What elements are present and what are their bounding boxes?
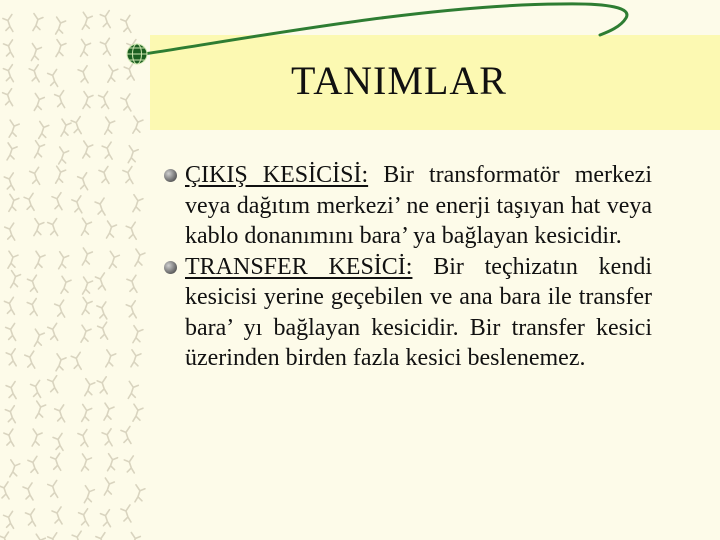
globe-icon (127, 44, 147, 64)
bullet-sphere-icon (164, 169, 177, 182)
definition-list (185, 160, 652, 374)
slide-title: TANIMLAR (291, 58, 507, 103)
bullet-sphere-icon (164, 261, 177, 274)
term-label: TRANSFER KESİCİ: (185, 253, 413, 280)
term-label: ÇIKIŞ KESİCİSİ: (185, 162, 369, 188)
definition-text: Bir transformatör merkezi veya dağıtım merkezi’ ne enerji taşıyan hat veya kablo donanımını bara’ ya bağlayan kesicidir. (185, 162, 652, 249)
list-item (185, 252, 652, 374)
definition-text: Bir teçhizatın kendi kesicisi yerine geçebilen ve ana bara ile transfer bara’ yı bağlayan kesicidir. Bir transfer kesici üzerinden birden fazla kesici beslenemez. (185, 253, 652, 371)
list-item (185, 160, 652, 252)
